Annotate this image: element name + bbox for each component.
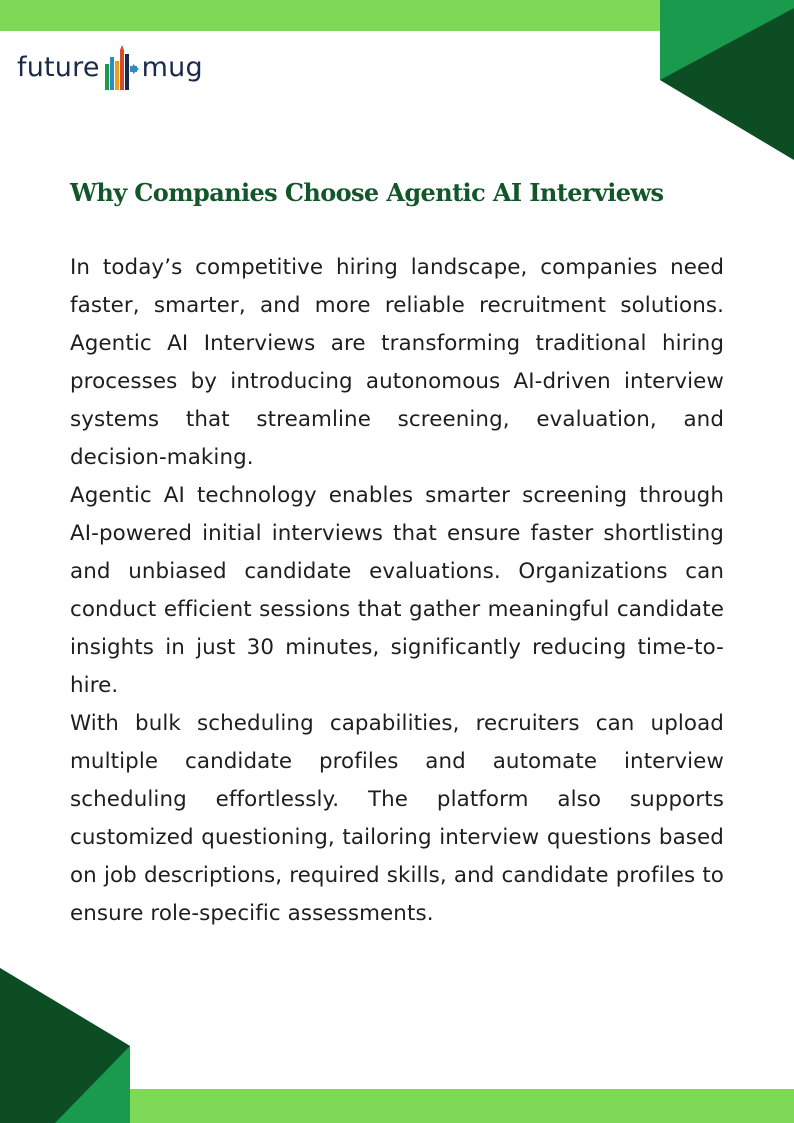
bottom-left-corner-decoration xyxy=(0,968,134,1123)
body-content xyxy=(70,249,724,933)
bottom-accent-bar xyxy=(130,1089,794,1123)
bar-chart-logo-icon xyxy=(103,44,139,90)
logo-text-right: mug xyxy=(141,51,203,83)
body-paragraph: Agentic AI technology enables smarter screening through AI-powered initial interviews that ensure faster shortlisting and unbiased candidate evaluations. Organizations can conduct efficient sessions that gather meaningful candidate insights in just 30 minutes, significantly reducing time-to-hire. xyxy=(70,483,724,698)
page-title: Why Companies Choose Agentic AI Interviews xyxy=(70,178,664,207)
body-paragraph: With bulk scheduling capabilities, recruiters can upload multiple candidate profiles and automate interview scheduling effortlessly. The platform also supports customized questioning, tailoring interview questions based on job descriptions, required skills, and candidate profiles to ensure role-specific assessments. xyxy=(70,711,724,926)
body-paragraph: In today’s competitive hiring landscape, companies need faster, smarter, and more reliable recruitment solutions. Agentic AI Interviews are transforming traditional hiring processes by introducing autonomous AI-driven interview systems that streamline screening, evaluation, and decision-making. xyxy=(70,255,724,470)
top-right-corner-decoration xyxy=(660,0,794,160)
futuremug-logo xyxy=(17,42,203,92)
top-accent-bar xyxy=(0,0,662,31)
logo-text-left: future xyxy=(17,51,100,83)
